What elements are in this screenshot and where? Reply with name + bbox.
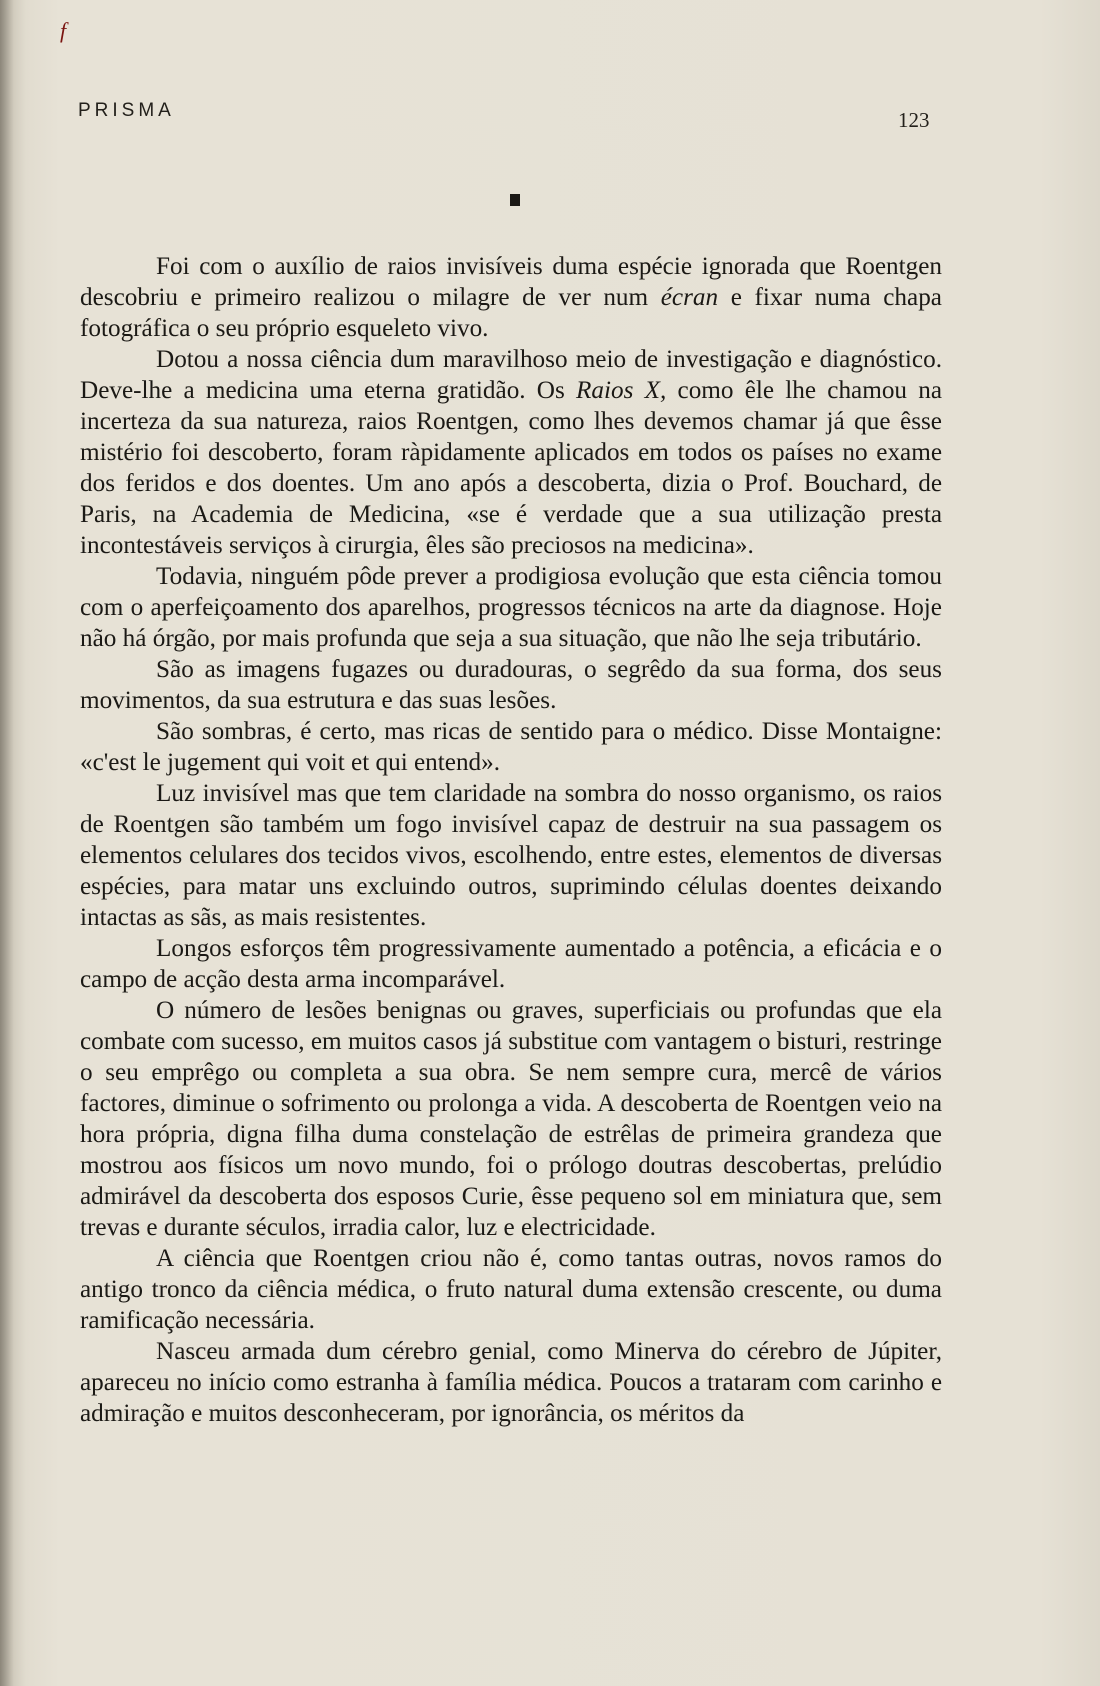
paragraph xyxy=(80,716,942,778)
paragraph-text: Luz invisível mas que tem claridade na sombra do nosso organismo, os raios de Roentgen são também um fogo invisível capaz de destruir na sua passagem os elementos celulares dos tecidos vivos, escolhendo, entre estes, elementos de diversas espécies, para matar uns excluindo outros, suprimindo células doentes deixando intactas as sãs, as mais resistentes. xyxy=(80,780,942,931)
paragraph xyxy=(80,654,942,716)
paragraph-text: São as imagens fugazes ou duradouras, o segrêdo da sua forma, dos seus movimentos, da sua estrutura e das suas lesões. xyxy=(80,656,942,714)
paragraph xyxy=(80,1336,942,1429)
paragraph-text: Nasceu armada dum cérebro genial, como Minerva do cérebro de Júpiter, apareceu no início como estranha à família médica. Poucos a trataram com carinho e admiração e muitos desconheceram, por ignorância, os méritos da xyxy=(80,1338,942,1427)
page-number: 123 xyxy=(898,108,930,132)
paragraph xyxy=(80,1243,942,1336)
article-body xyxy=(80,251,942,1429)
paragraph-text: O número de lesões benignas ou graves, superficiais ou profundas que ela combate com sucesso, em muitos casos já substitue com vantagem o bisturi, restringe o seu emprêgo ou completa a sua obra. Se nem sempre cura, mercê de vários factores, diminue o sofrimento ou prolonga a vida. A descoberta de Roentgen veio na hora própria, digna filha duma constelação de estrêlas de primeira grandeza que mostrou aos físicos um novo mundo, foi o prólogo doutras descobertas, prelúdio admirável da descoberta dos esposos Curie, êsse pequeno sol em miniatura que, sem trevas e durante séculos, irradia calor, luz e electricidade. xyxy=(80,997,942,1241)
paragraph xyxy=(80,561,942,654)
paragraph-text: São sombras, é certo, mas ricas de sentido para o médico. Disse Montaigne: «c'est le jugement qui voit et qui entend». xyxy=(80,718,942,776)
paragraph xyxy=(80,995,942,1243)
paragraph xyxy=(80,778,942,933)
paragraph-text: Dotou a nossa ciência dum maravilhoso meio de investigação e diagnóstico. Deve-lhe a medicina uma eterna gratidão. Os xyxy=(80,346,942,404)
paragraph-text: Todavia, ninguém pôde prever a prodigiosa evolução que esta ciência tomou com o aperfeiçoamento dos aparelhos, progressos técnicos na arte da diagnose. Hoje não há órgão, por mais profunda que seja a sua situação, que não lhe seja tributário. xyxy=(80,563,942,652)
paragraph xyxy=(80,933,942,995)
corner-mark: f xyxy=(60,18,67,43)
running-title: PRISMA xyxy=(78,100,175,121)
paragraph-text: Longos esforços têm progressivamente aumentado a potência, a eficácia e o campo de acção desta arma incomparável. xyxy=(80,935,942,993)
italic-text: Raios X, xyxy=(576,377,667,404)
section-mark xyxy=(510,194,520,206)
paragraph-text: Foi com o auxílio de raios invisíveis duma espécie ignorada que Roentgen descobriu e primeiro realizou o milagre de ver num xyxy=(80,253,942,311)
paragraph xyxy=(80,251,942,344)
binding-shadow xyxy=(0,0,14,1686)
paragraph-text: e fixar numa chapa fotográfica o seu próprio esqueleto vivo. xyxy=(80,284,942,342)
italic-text: écran xyxy=(660,284,719,311)
paragraph-text: como êle lhe chamou na incerteza da sua natureza, raios Roentgen, como lhes devemos chamar já que êsse mistério foi descoberto, foram ràpidamente aplicados em todos os países no exame dos feridos e dos doentes. Um ano após a descoberta, dizia o Prof. Bouchard, de Paris, na Academia de Medicina, «se é verdade que a sua utilização presta incontestáveis serviços à cirurgia, êles são preciosos na medicina». xyxy=(80,377,942,559)
paragraph-text: A ciência que Roentgen criou não é, como tantas outras, novos ramos do antigo tronco da ciência médica, o fruto natural duma extensão crescente, ou duma ramificação necessária. xyxy=(80,1245,942,1334)
paragraph xyxy=(80,344,942,561)
